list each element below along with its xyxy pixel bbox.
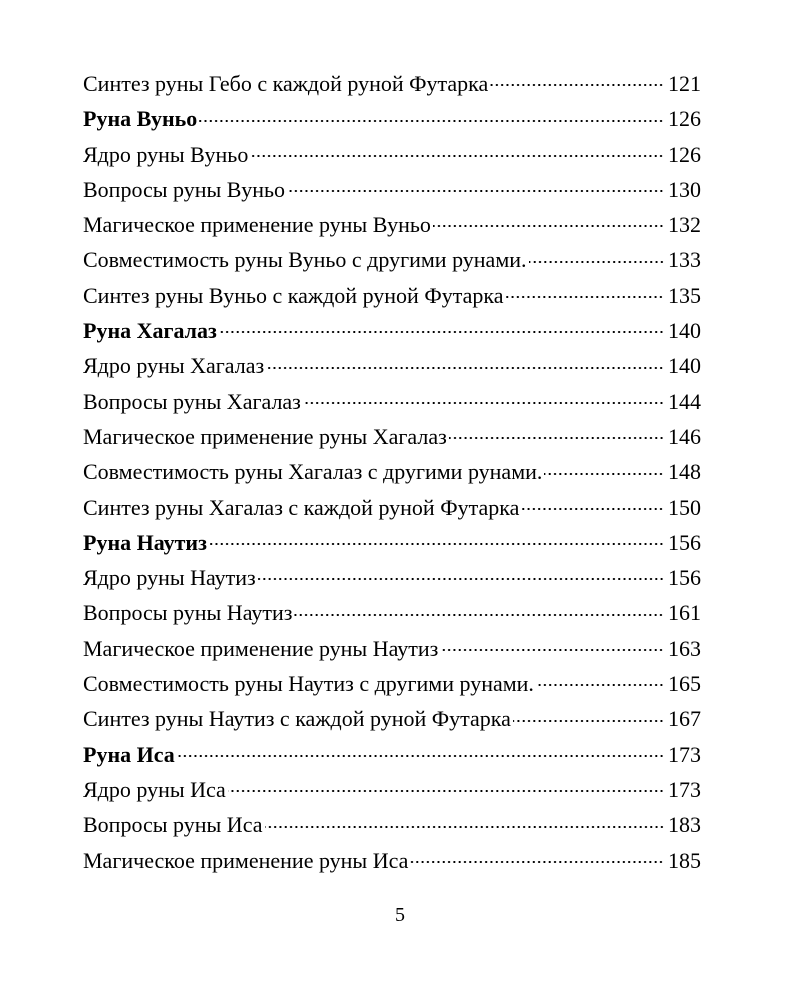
toc-entry-page: 121 — [668, 71, 701, 96]
page-number: 5 — [395, 904, 405, 926]
toc-entry-title: Руна Хагалаз — [83, 318, 217, 344]
toc-entry — [83, 419, 701, 454]
toc-dot-leader — [440, 648, 664, 652]
toc-entry-page: 173 — [668, 776, 701, 802]
toc-entry-page: 130 — [668, 176, 701, 202]
toc-entry-title: Магическое применение руны Вуньо — [83, 212, 431, 238]
toc-entry — [83, 772, 701, 807]
toc-entry-title: Совместимость руны Вуньо с другими рунами. — [83, 247, 527, 273]
toc-entry — [83, 137, 701, 172]
toc-dot-leader — [209, 542, 664, 546]
toc-entry-page: 148 — [668, 459, 701, 485]
toc-entry-title: Вопросы руны Наутиз — [83, 600, 293, 626]
toc-dot-leader — [266, 366, 664, 370]
toc-entry — [83, 454, 701, 489]
toc-dot-leader — [513, 719, 664, 723]
toc-dot-leader — [177, 754, 664, 758]
toc-entry-title: Магическое применение руны Наутиз — [83, 635, 439, 661]
toc-entry-page: 144 — [668, 388, 701, 414]
toc-dot-leader — [529, 260, 664, 264]
toc-dot-leader — [505, 295, 664, 299]
toc-entry — [83, 348, 701, 383]
toc-dot-leader — [228, 789, 664, 793]
toc-entry-page: 173 — [668, 741, 701, 767]
toc-entry-page: 163 — [668, 635, 701, 661]
toc-entry — [83, 843, 701, 878]
toc-entry-title: Магическое применение руны Иса — [83, 847, 409, 873]
toc-entry — [83, 560, 701, 595]
toc-entry-page: 126 — [668, 106, 701, 132]
toc-dot-leader — [544, 472, 664, 476]
toc-entry-title: Синтез руны Наутиз с каждой руной Футарка — [83, 706, 511, 732]
toc-entry-title: Синтез руны Хагалаз с каждой руной Футарка — [83, 494, 520, 520]
toc-dot-leader — [287, 189, 664, 193]
toc-chapter-entry — [83, 101, 701, 136]
toc-chapter-entry — [83, 737, 701, 772]
toc-entry — [83, 666, 701, 701]
toc-entry — [83, 278, 701, 313]
toc-dot-leader — [303, 401, 664, 405]
toc-entry-page: 156 — [668, 565, 701, 591]
toc-chapter-entry — [83, 525, 701, 560]
toc-entry-page: 185 — [668, 847, 701, 873]
toc-entry — [83, 701, 701, 736]
toc-dot-leader — [521, 507, 664, 511]
toc-entry — [83, 207, 701, 242]
toc-entry-page: 140 — [668, 353, 701, 379]
toc-dot-leader — [258, 577, 664, 581]
toc-entry — [83, 384, 701, 419]
toc-dot-leader — [536, 683, 664, 687]
toc-entry-page: 135 — [668, 282, 701, 308]
toc-entry-title: Вопросы руны Иса — [83, 812, 263, 838]
toc-entry-page: 165 — [668, 671, 701, 697]
toc-dot-leader — [199, 119, 664, 123]
toc-entry-page: 146 — [668, 423, 701, 449]
toc-dot-leader — [490, 83, 664, 87]
toc-dot-leader — [265, 825, 665, 829]
toc-entry-title: Вопросы руны Вуньо — [83, 176, 285, 202]
toc-entry-page: 183 — [668, 812, 701, 838]
toc-entry-page: 133 — [668, 247, 701, 273]
toc-entry-page: 140 — [668, 318, 701, 344]
toc-entry — [83, 242, 701, 277]
toc-entry-title: Руна Иса — [83, 741, 175, 767]
toc-entry — [83, 595, 701, 630]
toc-dot-leader — [294, 613, 664, 617]
toc-entry-title: Синтез руны Гебо с каждой руной Футарка — [83, 71, 489, 96]
toc-entry-title: Магическое применение руны Хагалаз — [83, 423, 447, 449]
toc-entry-page: 132 — [668, 212, 701, 238]
toc-entry-title: Ядро руны Наутиз — [83, 565, 256, 591]
toc-entry-page: 161 — [668, 600, 701, 626]
toc-entry — [83, 172, 701, 207]
toc-entry — [83, 807, 701, 842]
toc-entry-page: 126 — [668, 141, 701, 167]
toc-entry-title: Ядро руны Вуньо — [83, 141, 249, 167]
toc-entry-title: Совместимость руны Хагалаз с другими рунами. — [83, 459, 543, 485]
toc-entry-title: Руна Наутиз — [83, 529, 207, 555]
toc-dot-leader — [410, 860, 664, 864]
toc-entry-page: 156 — [668, 529, 701, 555]
toc-entry-page: 167 — [668, 706, 701, 732]
toc-entry-title: Руна Вуньо — [83, 106, 198, 132]
toc-entry — [83, 631, 701, 666]
toc-entry — [83, 66, 701, 101]
toc-dot-leader — [449, 436, 664, 440]
toc-dot-leader — [250, 154, 664, 158]
toc-entry-title: Ядро руны Хагалаз — [83, 353, 265, 379]
toc-entry-page: 150 — [668, 494, 701, 520]
toc-dot-leader — [433, 224, 664, 228]
toc-chapter-entry — [83, 313, 701, 348]
toc-entry-title: Вопросы руны Хагалаз — [83, 388, 301, 414]
toc-entry-title: Синтез руны Вуньо с каждой руной Футарка — [83, 282, 504, 308]
table-of-contents — [83, 66, 701, 878]
toc-entry-title: Совместимость руны Наутиз с другими рунами. — [83, 671, 534, 697]
toc-entry — [83, 490, 701, 525]
toc-entry-title: Ядро руны Иса — [83, 776, 226, 802]
toc-dot-leader — [219, 330, 664, 334]
